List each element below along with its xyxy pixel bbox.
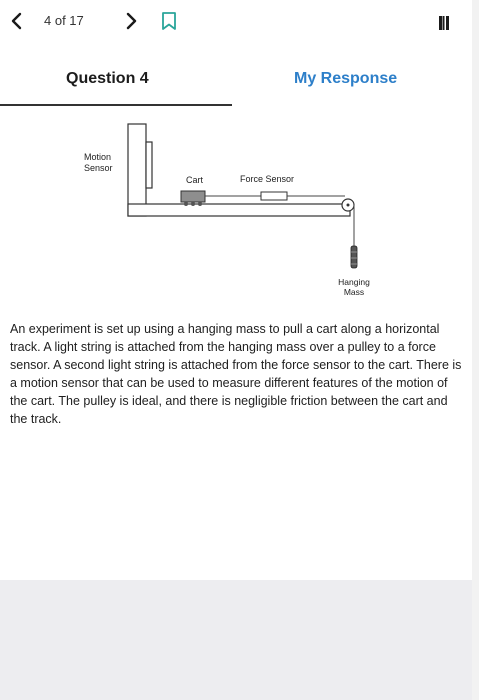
question-text: An experiment is set up using a hanging mass to pull a cart along a horizontal track. A light string is attached from the hanging mass over a pulley to a force sensor. A second light string is attached from the force sensor to the cart. There is a motion sensor that can be used to measure different features of the motion of the cart. The pulley is ideal, and there is negligible friction between the cart and the track. xyxy=(10,322,462,426)
top-navigation-bar xyxy=(0,0,472,44)
cart-label: Cart xyxy=(186,175,204,185)
previous-question-button[interactable] xyxy=(6,8,28,34)
motion-sensor-label-line2: Sensor xyxy=(84,163,113,173)
tab-question[interactable] xyxy=(0,60,232,106)
right-edge-strip xyxy=(472,0,479,700)
motion-sensor-stand xyxy=(128,124,146,216)
hanging-mass xyxy=(351,246,357,268)
chevron-right-icon xyxy=(120,8,142,34)
cart-wheel xyxy=(191,202,195,206)
chevron-left-icon xyxy=(6,8,28,34)
cart-wheel xyxy=(198,202,202,206)
bookmark-icon xyxy=(158,8,180,34)
motion-sensor xyxy=(146,142,152,188)
horizontal-track xyxy=(128,204,350,216)
question-counter: 4 of 17 xyxy=(44,13,84,28)
bookmark-button[interactable] xyxy=(158,8,180,34)
view-tabs xyxy=(0,60,472,108)
experiment-diagram xyxy=(80,118,400,313)
pulley-axle xyxy=(347,204,350,207)
empty-bottom-area xyxy=(0,580,472,700)
tab-question-label: Question 4 xyxy=(66,70,149,87)
next-question-button[interactable] xyxy=(120,8,142,34)
cart xyxy=(181,191,205,202)
hanging-mass-label-line1: Hanging xyxy=(338,277,370,287)
menu-button[interactable] xyxy=(433,12,455,34)
menu-icon xyxy=(433,12,455,34)
hanging-mass-label-line2: Mass xyxy=(343,287,365,297)
tab-my-response-label: My Response xyxy=(294,70,398,87)
force-sensor-label: Force Sensor xyxy=(240,174,295,184)
tab-my-response[interactable] xyxy=(250,60,460,106)
cart-wheel xyxy=(184,202,188,206)
force-sensor xyxy=(261,192,287,200)
active-tab-underline xyxy=(0,104,232,106)
motion-sensor-label-line1: Motion xyxy=(84,152,112,162)
